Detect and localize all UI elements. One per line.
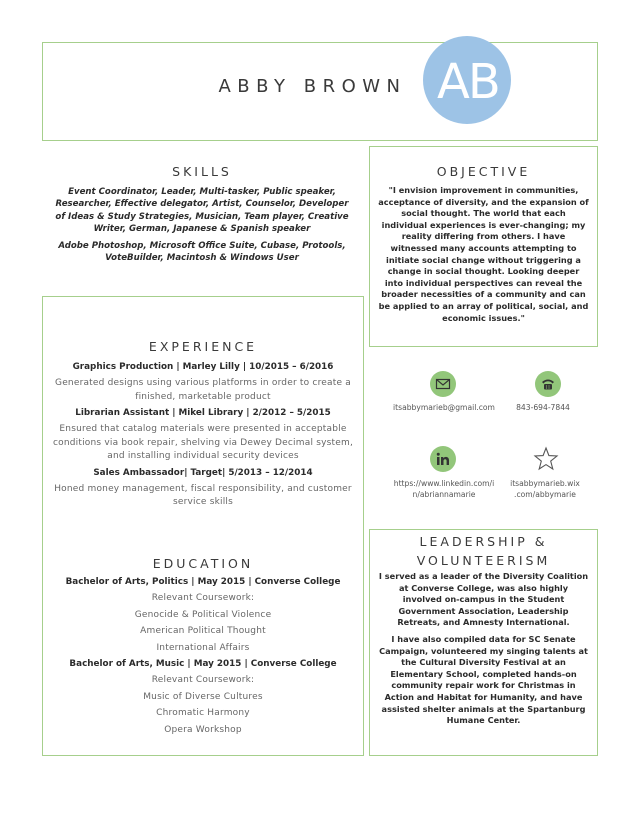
experience-list xyxy=(48,358,358,510)
website-url-line: itsabbymarieb.wix xyxy=(510,479,580,488)
experience-heading: Sales Ambassador| Target| 5/2013 – 12/2014 xyxy=(93,467,313,478)
website-url-line: .com/abbymarie xyxy=(514,489,576,499)
resume-name: ABBY BROWN xyxy=(218,76,407,97)
coursework-label: Relevant Coursework: xyxy=(151,675,255,685)
skills-paragraph: Adobe Photoshop, Microsoft Office Suite, Cubase, Protools, VoteBuilder, Macintosh & Windows User xyxy=(58,240,346,264)
coursework-label: Relevant Coursework: xyxy=(151,593,255,603)
phone-icon xyxy=(535,371,561,397)
course-item: Music of Diverse Cultures xyxy=(143,691,263,702)
course-item: Opera Workshop xyxy=(164,724,242,735)
leadership-text xyxy=(378,571,589,732)
linkedin-url[interactable] xyxy=(382,479,506,500)
experience-description: Honed money management, fiscal responsibility, and customer service skills xyxy=(54,483,352,507)
leadership-paragraph: I have also compiled data for SC Senate Campaign, volunteered my singing talents at the Cultural Diversity Festival at an Elementary School, completed hands-on community repair work for Christmas in Action and Habitat for Humanity, and have assisted shelter animals at the Spartanburg Humane Center. xyxy=(379,633,588,726)
education-list xyxy=(48,573,358,737)
leadership-title-line: VOLUNTEERISM xyxy=(416,553,551,568)
experience-title: EXPERIENCE xyxy=(148,339,258,354)
education-title: EDUCATION xyxy=(152,556,254,571)
leadership-paragraph: I served as a leader of the Diversity Coalition at Converse College, was also highly involved on-campus in the Student Government Association, Leadership Retreats, and Amnesty International. xyxy=(378,571,589,628)
experience-heading: Graphics Production | Marley Lilly | 10/2015 – 6/2016 xyxy=(72,362,334,372)
objective-text: "I envision improvement in communities, acceptance of diversity, and the expansion of social thought. The world that each individual experiences is ever-changing; my reality differing from others. I have witnessed many accounts attempting to initiate social change without triggering a change in social thought. Looking deeper into individual perspectives can reveal the broader necessities of a community and can be applied to an array of political, social, and economic issues." xyxy=(378,185,589,323)
leadership-title xyxy=(370,532,597,570)
objective-title: OBJECTIVE xyxy=(436,164,531,179)
skills-paragraph: Event Coordinator, Leader, Multi-tasker, Public speaker, Researcher, Effective delegator, Artist, Counselor, Developer of Ideas & Study Strategies, Musician, Team player, Creative Writer, German, Japanese & Spanish speaker xyxy=(55,187,349,235)
experience-heading: Librarian Assistant | Mikel Library | 2/2012 – 5/2015 xyxy=(75,408,331,418)
course-item: Genocide & Political Violence xyxy=(134,609,272,620)
leadership-title-line: LEADERSHIP & xyxy=(419,534,548,549)
website-url[interactable] xyxy=(502,479,588,500)
course-item: Chromatic Harmony xyxy=(156,708,250,718)
linkedin-url-line: https://www.linkedin.com/i xyxy=(393,479,495,488)
course-item: American Political Thought xyxy=(140,626,266,636)
degree-heading: Bachelor of Arts, Music | May 2015 | Converse College xyxy=(69,659,337,669)
email-address[interactable]: itsabbymarieb@gmail.com xyxy=(393,403,495,412)
linkedin-url-line: n/abriannamarie xyxy=(412,489,476,499)
course-item: International Affairs xyxy=(156,642,250,653)
degree-heading: Bachelor of Arts, Politics | May 2015 | Converse College xyxy=(65,577,341,587)
email-icon xyxy=(430,371,456,397)
star-icon xyxy=(533,446,559,472)
phone-number[interactable]: 843-694-7844 xyxy=(516,403,570,412)
skills-list xyxy=(52,186,352,268)
monogram-badge xyxy=(423,36,511,124)
skills-title: SKILLS xyxy=(172,164,232,179)
monogram-text: AB xyxy=(437,54,499,110)
linkedin-icon xyxy=(430,446,456,472)
experience-description: Generated designs using various platforms in order to create a finished, marketable product xyxy=(55,378,351,402)
experience-description: Ensured that catalog materials were presented in acceptable conditions via book repair, shelving via Dewey Decimal system, and installing individual security devices xyxy=(53,424,353,461)
